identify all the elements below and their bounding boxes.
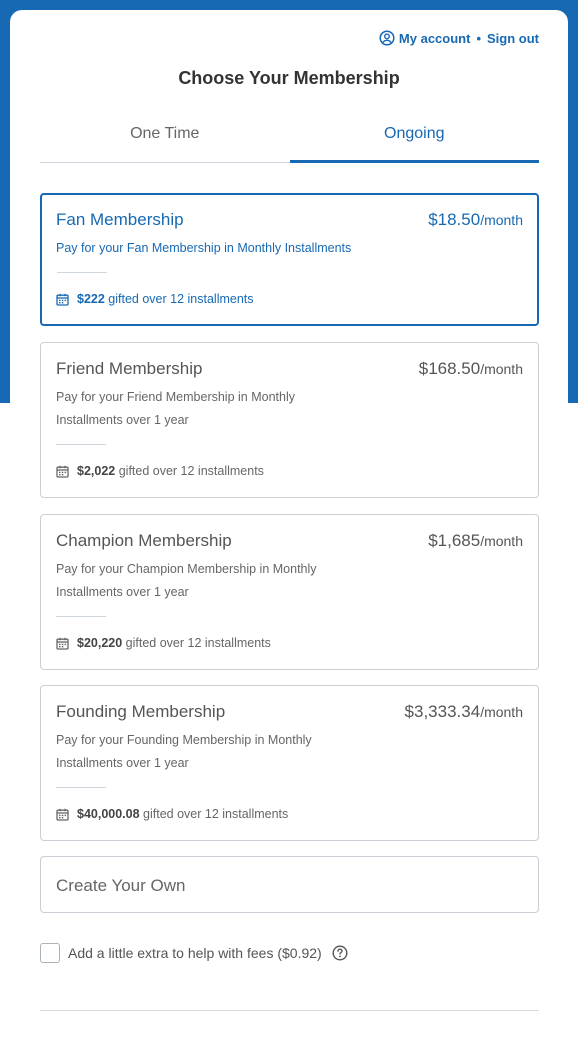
price-period: /month bbox=[480, 361, 523, 377]
plan-gift-summary bbox=[56, 464, 264, 478]
plan-divider bbox=[56, 616, 106, 617]
account-bar bbox=[379, 30, 539, 46]
gift-label: gifted over 12 installments bbox=[108, 292, 254, 306]
plan-name: Founding Membership bbox=[56, 702, 226, 721]
calendar-icon bbox=[56, 293, 69, 306]
tab-one-time[interactable]: One Time bbox=[40, 115, 290, 163]
calendar-icon bbox=[56, 808, 69, 821]
plan-card-founding[interactable] bbox=[40, 685, 539, 841]
plan-gift-summary bbox=[56, 292, 254, 306]
plan-divider bbox=[56, 444, 106, 445]
tab-bar bbox=[40, 115, 539, 163]
plan-card-friend[interactable] bbox=[40, 342, 539, 498]
my-account-link[interactable]: My account bbox=[398, 30, 471, 46]
fee-option bbox=[40, 943, 348, 963]
plan-price bbox=[405, 702, 523, 722]
user-circle-icon bbox=[379, 30, 395, 46]
page-title: Choose Your Membership bbox=[178, 68, 400, 88]
plan-name: Champion Membership bbox=[56, 531, 232, 550]
plan-description: Pay for your Fan Membership in Monthly Installments bbox=[56, 241, 352, 255]
fee-checkbox[interactable] bbox=[40, 943, 60, 963]
price-period: /month bbox=[480, 212, 523, 228]
plan-divider bbox=[57, 272, 107, 273]
fee-label: Add a little extra to help with fees ($0.92) bbox=[68, 945, 322, 961]
sign-out-link[interactable]: Sign out bbox=[487, 30, 539, 46]
question-circle-icon[interactable] bbox=[330, 945, 348, 961]
gift-label: gifted over 12 installments bbox=[118, 464, 264, 478]
plan-price bbox=[428, 210, 523, 230]
price-amount: $1,685 bbox=[428, 531, 481, 550]
calendar-icon bbox=[56, 637, 69, 650]
plan-name: Fan Membership bbox=[56, 210, 184, 229]
plan-card-fan[interactable] bbox=[40, 193, 539, 326]
price-amount: $168.50 bbox=[418, 359, 481, 378]
plan-card-champion[interactable] bbox=[40, 514, 539, 670]
plan-name: Friend Membership bbox=[56, 359, 203, 378]
tab-ongoing[interactable]: Ongoing bbox=[290, 115, 540, 163]
separator-dot: • bbox=[476, 30, 481, 46]
gift-amount: $222 bbox=[77, 292, 105, 306]
gift-text bbox=[77, 464, 264, 478]
price-period: /month bbox=[480, 533, 523, 549]
plan-description: Pay for your Champion Membership in Monthly Installments over 1 year bbox=[56, 562, 317, 599]
price-amount: $3,333.34 bbox=[404, 702, 481, 721]
create-your-own-button[interactable]: Create Your Own bbox=[40, 856, 539, 913]
plan-price bbox=[428, 531, 523, 551]
bottom-divider bbox=[40, 1010, 539, 1011]
plan-gift-summary bbox=[56, 807, 288, 821]
gift-text bbox=[77, 292, 254, 306]
price-amount: $18.50 bbox=[428, 210, 481, 229]
gift-text bbox=[77, 636, 271, 650]
gift-text bbox=[77, 807, 288, 821]
plan-divider bbox=[56, 787, 106, 788]
price-period: /month bbox=[480, 704, 523, 720]
gift-amount: $2,022 bbox=[77, 464, 116, 478]
plan-description: Pay for your Founding Membership in Monthly Installments over 1 year bbox=[56, 733, 312, 770]
gift-label: gifted over 12 installments bbox=[143, 807, 289, 821]
gift-amount: $40,000.08 bbox=[77, 807, 140, 821]
plan-price bbox=[419, 359, 523, 379]
plan-gift-summary bbox=[56, 636, 271, 650]
plan-description: Pay for your Friend Membership in Monthly Installments over 1 year bbox=[56, 390, 295, 427]
calendar-icon bbox=[56, 465, 69, 478]
gift-label: gifted over 12 installments bbox=[125, 636, 271, 650]
gift-amount: $20,220 bbox=[77, 636, 123, 650]
